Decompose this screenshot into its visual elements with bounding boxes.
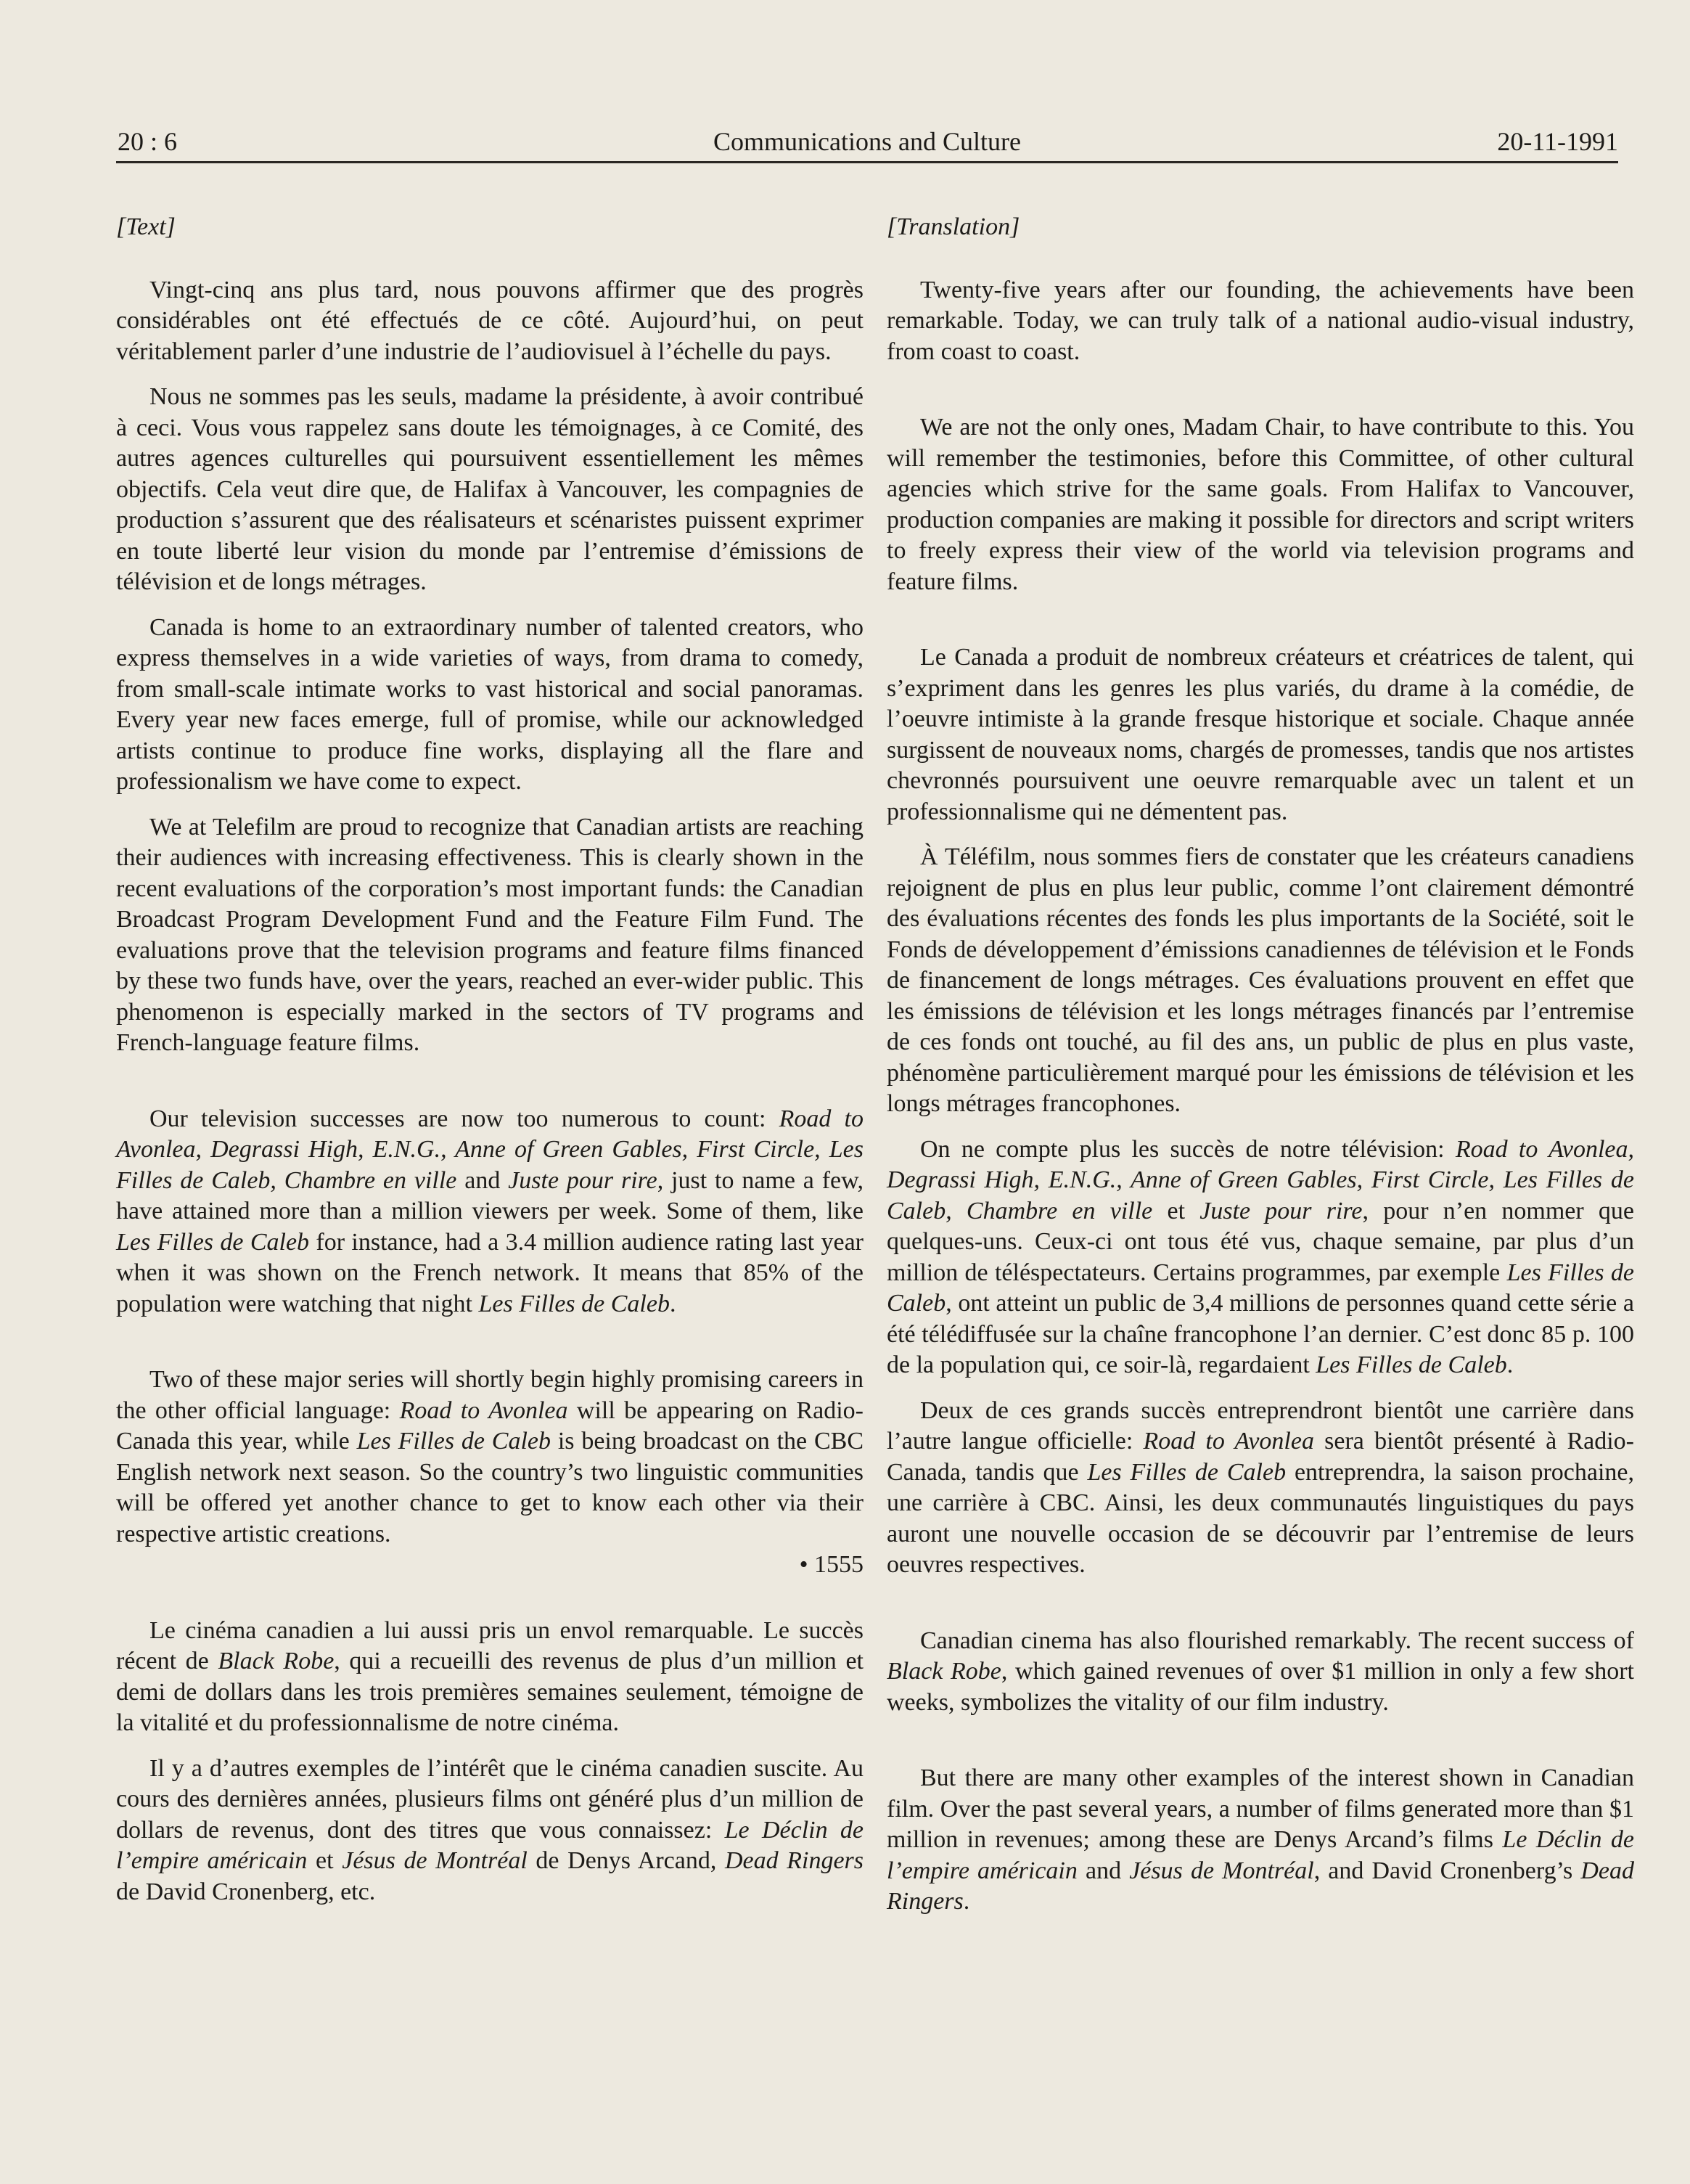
paragraph: Twenty-five years after our founding, the achievements have been remarkable. Today, we can truly talk of a national audio-visual industry, from coast to coast.	[887, 276, 1634, 365]
paragraph: Canada is home to an extraordinary number of talented creators, who express themselves in a wide varieties of ways, from drama to comedy, from small-scale intimate works to vast historical and social panoramas. Every year new faces emerge, full of promise, while our acknowledged artists continue to produce fine works, displaying all the flare and professionalism we have come to expect.	[116, 613, 864, 795]
paragraph: À Téléfilm, nous sommes fiers de constater que les créateurs canadiens rejoignent de plus en plus leur public, comme l’ont clairement démontré des évaluations récentes des fonds les plus importants de la Société, soit le Fonds de développement d’émissions canadiennes de télévision et le Fonds de financement de longs métrages. Ces évaluations prouvent en effet que les émissions de télévision et les longs métrages financés par l’entremise de ces fonds ont touché, au fil des ans, un public de plus en plus vaste, phénomène particulièrement marqué pour les émissions de télévision et les longs métrages francophones.	[887, 843, 1634, 1117]
paragraph: Le Canada a produit de nombreux créateurs et créatrices de talent, qui s’expriment dans les genres les plus variés, du drame à la comédie, de l’oeuvre intimiste à la grande fresque historique et sociale. Chaque année surgissent de nouveaux noms, chargés de promesses, tandis que nos artistes chevronnés poursuivent une oeuvre remarquable avec un talent et un professionnalisme qui ne démentent pas.	[887, 644, 1634, 825]
translation-label: [Translation]	[887, 213, 1020, 240]
right-column	[887, 212, 1634, 1918]
header-date: 20-11-1991	[1497, 127, 1618, 156]
paragraph: Canadian cinema has also flourished remarkably. The recent success of Black Robe, which gained revenues of over $1 million in only a few short weeks, symbolizes the vitality of our film industry.	[887, 1627, 1634, 1716]
paragraph: But there are many other examples of the interest shown in Canadian film. Over the past several years, a number of films generated more than $1 million in revenues; among these are Denys Arcand’s films Le Déclin de l’empire américain and Jésus de Montréal, and David Cronenberg’s Dead Ringers.	[887, 1764, 1635, 1915]
paragraph: We at Telefilm are proud to recognize that Canadian artists are reaching their audiences with increasing effectiveness. This is clearly shown in the recent evaluations of the corporation’s most important funds: the Canadian Broadcast Program Development Fund and the Feature Film Fund. The evaluations prove that the television programs and feature films financed by these two funds have, over the years, reached an ever-wider public. This phenomenon is especially marked in the sectors of TV programs and French-language feature films.	[116, 813, 864, 1056]
paragraph: On ne compte plus les succès de notre télévision: Road to Avonlea, Degrassi High, E.N.G., Anne of Green Gables, First Circle, Les Filles de Caleb, Chambre en ville et Juste pour rire, pour n’en nommer que quelques-uns. Ceux-ci ont tous été vus, chaque semaine, par plus d’un million de téléspectateurs. Certains programmes, par exemple Les Filles de Caleb, ont atteint un public de 3,4 millions de personnes quand cette série a été télédiffusée sur la chaîne francophone l’an dernier. C’est donc 85 p. 100 de la population qui, ce soir-là, regardaient Les Filles de Caleb.	[887, 1135, 1635, 1378]
paragraph: Our television successes are now too numerous to count: Road to Avonlea, Degrassi High, E.N.G., Anne of Green Gables, First Circle, Les Filles de Caleb, Chambre en ville and Juste pour rire, just to name a few, have attained more than a million viewers per week. Some of them, like Les Filles de Caleb for instance, had a 3.4 million audience rating last year when it was shown on the French network. It means that 85% of the population were watching that night Les Filles de Caleb.	[116, 1105, 864, 1317]
paragraph: Il y a d’autres exemples de l’intérêt que le cinéma canadien suscite. Au cours des dernières années, plusieurs films ont généré plus d’un million de dollars de revenus, dont des titres que vous connaissez: Le Déclin de l’empire américain et Jésus de Montréal de Denys Arcand, Dead Ringers de David Cronenberg, etc.	[116, 1754, 864, 1905]
paragraph: We are not the only ones, Madam Chair, to have contribute to this. You will remember the testimonies, before this Committee, of other cultural agencies which strive for the same goals. From Halifax to Vancouver, production companies are making it possible for directors and script writers to freely express their view of the world via television programs and feature films.	[887, 414, 1634, 595]
running-title: Communications and Culture	[713, 127, 1021, 156]
time-reference: • 1555	[799, 1551, 864, 1578]
paragraph: Two of these major series will shortly begin highly promising careers in the other official language: Road to Avonlea will be appearing on Radio-Canada this year, while Les Filles de Caleb is being broadcast on the CBC English network next season. So the country’s two linguistic communities will be offered yet another chance to get to know each other via their respective artistic creations.	[116, 1366, 864, 1547]
left-column	[116, 212, 864, 1907]
paragraph: Vingt-cinq ans plus tard, nous pouvons affirmer que des progrès considérables ont été effectués de ce côté. Aujourd’hui, on peut véritablement parler d’une industrie de l’audiovisuel à l’échelle du pays.	[116, 276, 864, 365]
text-label: [Text]	[116, 213, 176, 240]
paragraph: Nous ne sommes pas les seuls, madame la présidente, à avoir contribué à ceci. Vous vous rappelez sans doute les témoignages, à ce Comité, des autres agences culturelles qui poursuivent essentiellement les mêmes objectifs. Cela veut dire que, de Halifax à Vancouver, les compagnies de production s’assurent que des réalisateurs et scénaristes puissent exprimer en toute liberté leur vision du monde par l’entremise d’émissions de télévision et de longs métrages.	[116, 383, 864, 595]
page-number: 20 : 6	[118, 127, 178, 156]
paragraph: Deux de ces grands succès entreprendront bientôt une carrière dans l’autre langue officielle: Road to Avonlea sera bientôt présenté à Radio-Canada, tandis que Les Filles de Caleb entreprendra, la saison prochaine, une carrière à CBC. Ainsi, les deux communautés linguistiques du pays auront une nouvelle occasion de se découvrir par l’entremise de leurs oeuvres respectives.	[887, 1396, 1634, 1578]
page-header	[116, 123, 1618, 163]
paragraph: Le cinéma canadien a lui aussi pris un envol remarquable. Le succès récent de Black Robe, qui a recueilli des revenus de plus d’un million et demi de dollars dans les trois premières semaines seulement, témoigne de la vitalité et du professionnalisme de notre cinéma.	[116, 1616, 864, 1736]
